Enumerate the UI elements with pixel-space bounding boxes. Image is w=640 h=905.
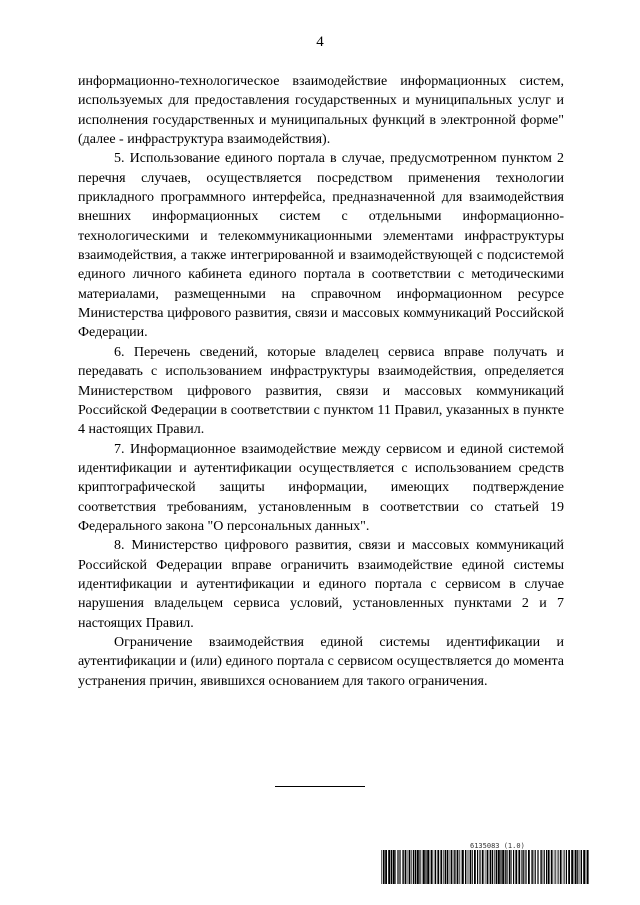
paragraph-item-6: 6. Перечень сведений, которые владелец сервиса вправе получать и передавать с использованием инфраструктуры взаимодействия, определяется Министерством цифрового развития, связи и массовых коммуникаций Российской Федерации в соответствии с пунктом 11 Правил, указанных в пункте 4 настоящих Правил. xyxy=(78,344,564,438)
page-number: 4 xyxy=(316,34,324,50)
paragraph-item-5: 5. Использование единого портала в случае, предусмотренном пунктом 2 перечня случаев, осуществляется посредством применения технологии прикладного программного интерфейса, предназначенной для взаимодействия внешних информационных систем с отдельными информационно-технологическими и телекоммуникационными элементами инфраструктуры взаимодействия, а также интегрированной и взаимодействующей с подсистемой единого личного кабинета единого портала в соответствии с методическими материалами, размещенными на справочном информационном ресурсе Министерства цифрового развития, связи и массовых коммуникаций Российской Федерации. xyxy=(78,151,564,341)
paragraph-restriction: Ограничение взаимодействия единой системы идентификации и аутентификации и (или) единого портала с сервисом осуществляется до момента устранения причин, явившихся основанием для такого ограничения. xyxy=(78,634,564,689)
paragraph-item-7: 7. Информационное взаимодействие между сервисом и единой системой идентификации и аутентификации осуществляется с использованием средств криптографической защиты информации, имеющих подтверждение соответствия требованиям, установленным в соответствии со статьей 19 Федерального закона "О персональных данных". xyxy=(78,441,564,534)
paragraph-continuation: информационно-технологическое взаимодействие информационных систем, используемых для предоставления государственных и муниципальных услуг и исполнения государственных и муниципальных функций в электронной форме" (далее - инфраструктура взаимодействия). xyxy=(78,74,564,148)
barcode-icon xyxy=(381,850,591,884)
document-body xyxy=(78,72,564,691)
document-code: 6135083 (1.0) xyxy=(470,842,525,850)
end-separator-line xyxy=(275,786,365,787)
paragraph-item-8: 8. Министерство цифрового развития, связи и массовых коммуникаций Российской Федерации вправе ограничить взаимодействие единой системы идентификации и аутентификации и единого портала с сервисом в случае нарушения владельцем сервиса условий, установленных пунктами 2 и 7 настоящих Правил. xyxy=(78,538,564,631)
